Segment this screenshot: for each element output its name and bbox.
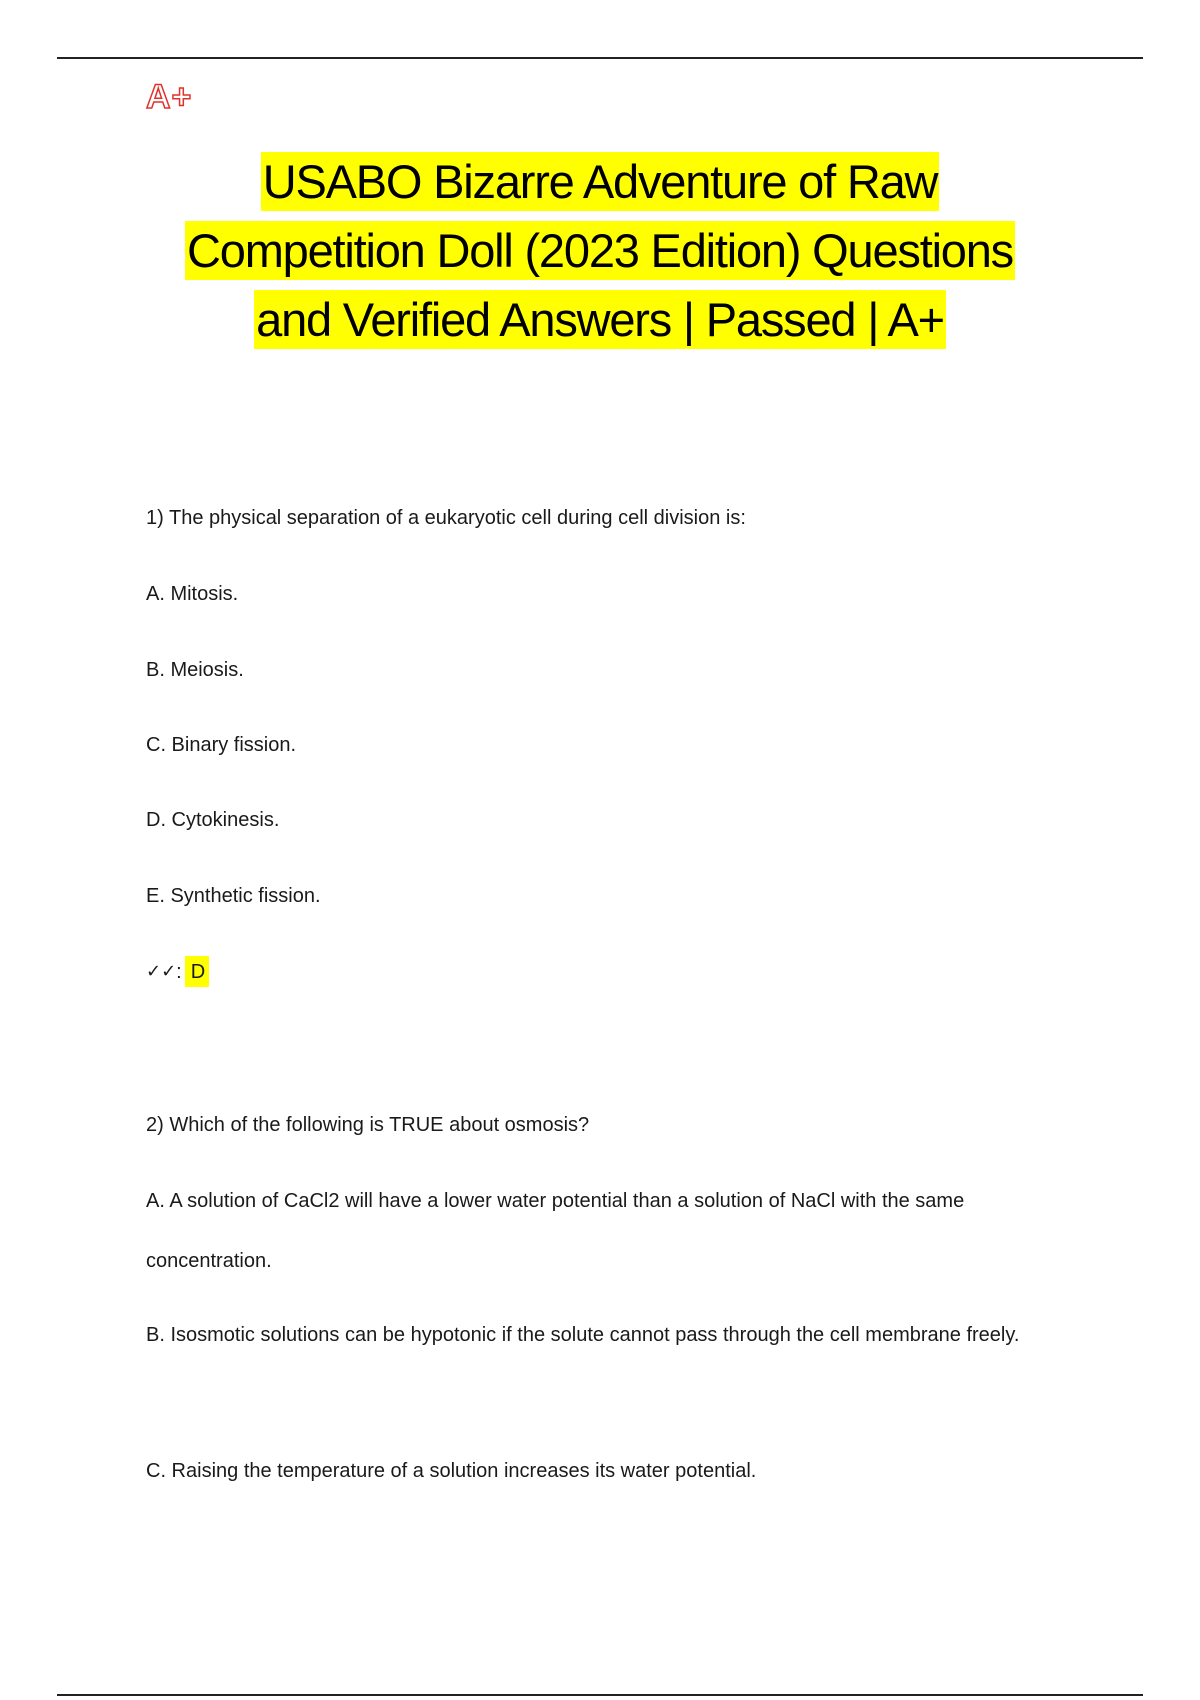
question-1-option-d: D. Cytokinesis. <box>146 809 280 831</box>
question-1-answer <box>146 956 209 987</box>
question-1-option-e: E. Synthetic fission. <box>146 885 321 907</box>
document-title <box>120 147 1080 354</box>
question-2-option-b: B. Isosmotic solutions can be hypotonic if the solute cannot pass through the cell membrane freely. <box>146 1324 1020 1346</box>
question-1-option-a: A. Mitosis. <box>146 583 239 605</box>
bottom-divider <box>57 1694 1143 1696</box>
answer-value: D <box>185 956 209 987</box>
title-line-1: USABO Bizarre Adventure of Raw <box>261 152 940 211</box>
double-check-icon: ✓✓ <box>146 960 177 982</box>
question-2-option-a: A. A solution of CaCl2 will have a lower water potential than a solution of NaCl with the same concentration. <box>146 1190 965 1272</box>
question-2-text: 2) Which of the following is TRUE about osmosis? <box>146 1114 590 1136</box>
answer-separator: : <box>176 960 182 983</box>
title-line-3: and Verified Answers | Passed | A+ <box>254 290 946 349</box>
title-line-2: Competition Doll (2023 Edition) Questions <box>185 221 1015 280</box>
question-1-option-c: C. Binary fission. <box>146 734 297 756</box>
question-1-text: 1) The physical separation of a eukaryotic cell during cell division is: <box>146 507 746 529</box>
top-divider <box>57 57 1143 59</box>
question-1-option-b: B. Meiosis. <box>146 659 244 681</box>
question-2-option-c: C. Raising the temperature of a solution increases its water potential. <box>146 1460 757 1482</box>
grade-badge: A+ <box>146 78 193 116</box>
